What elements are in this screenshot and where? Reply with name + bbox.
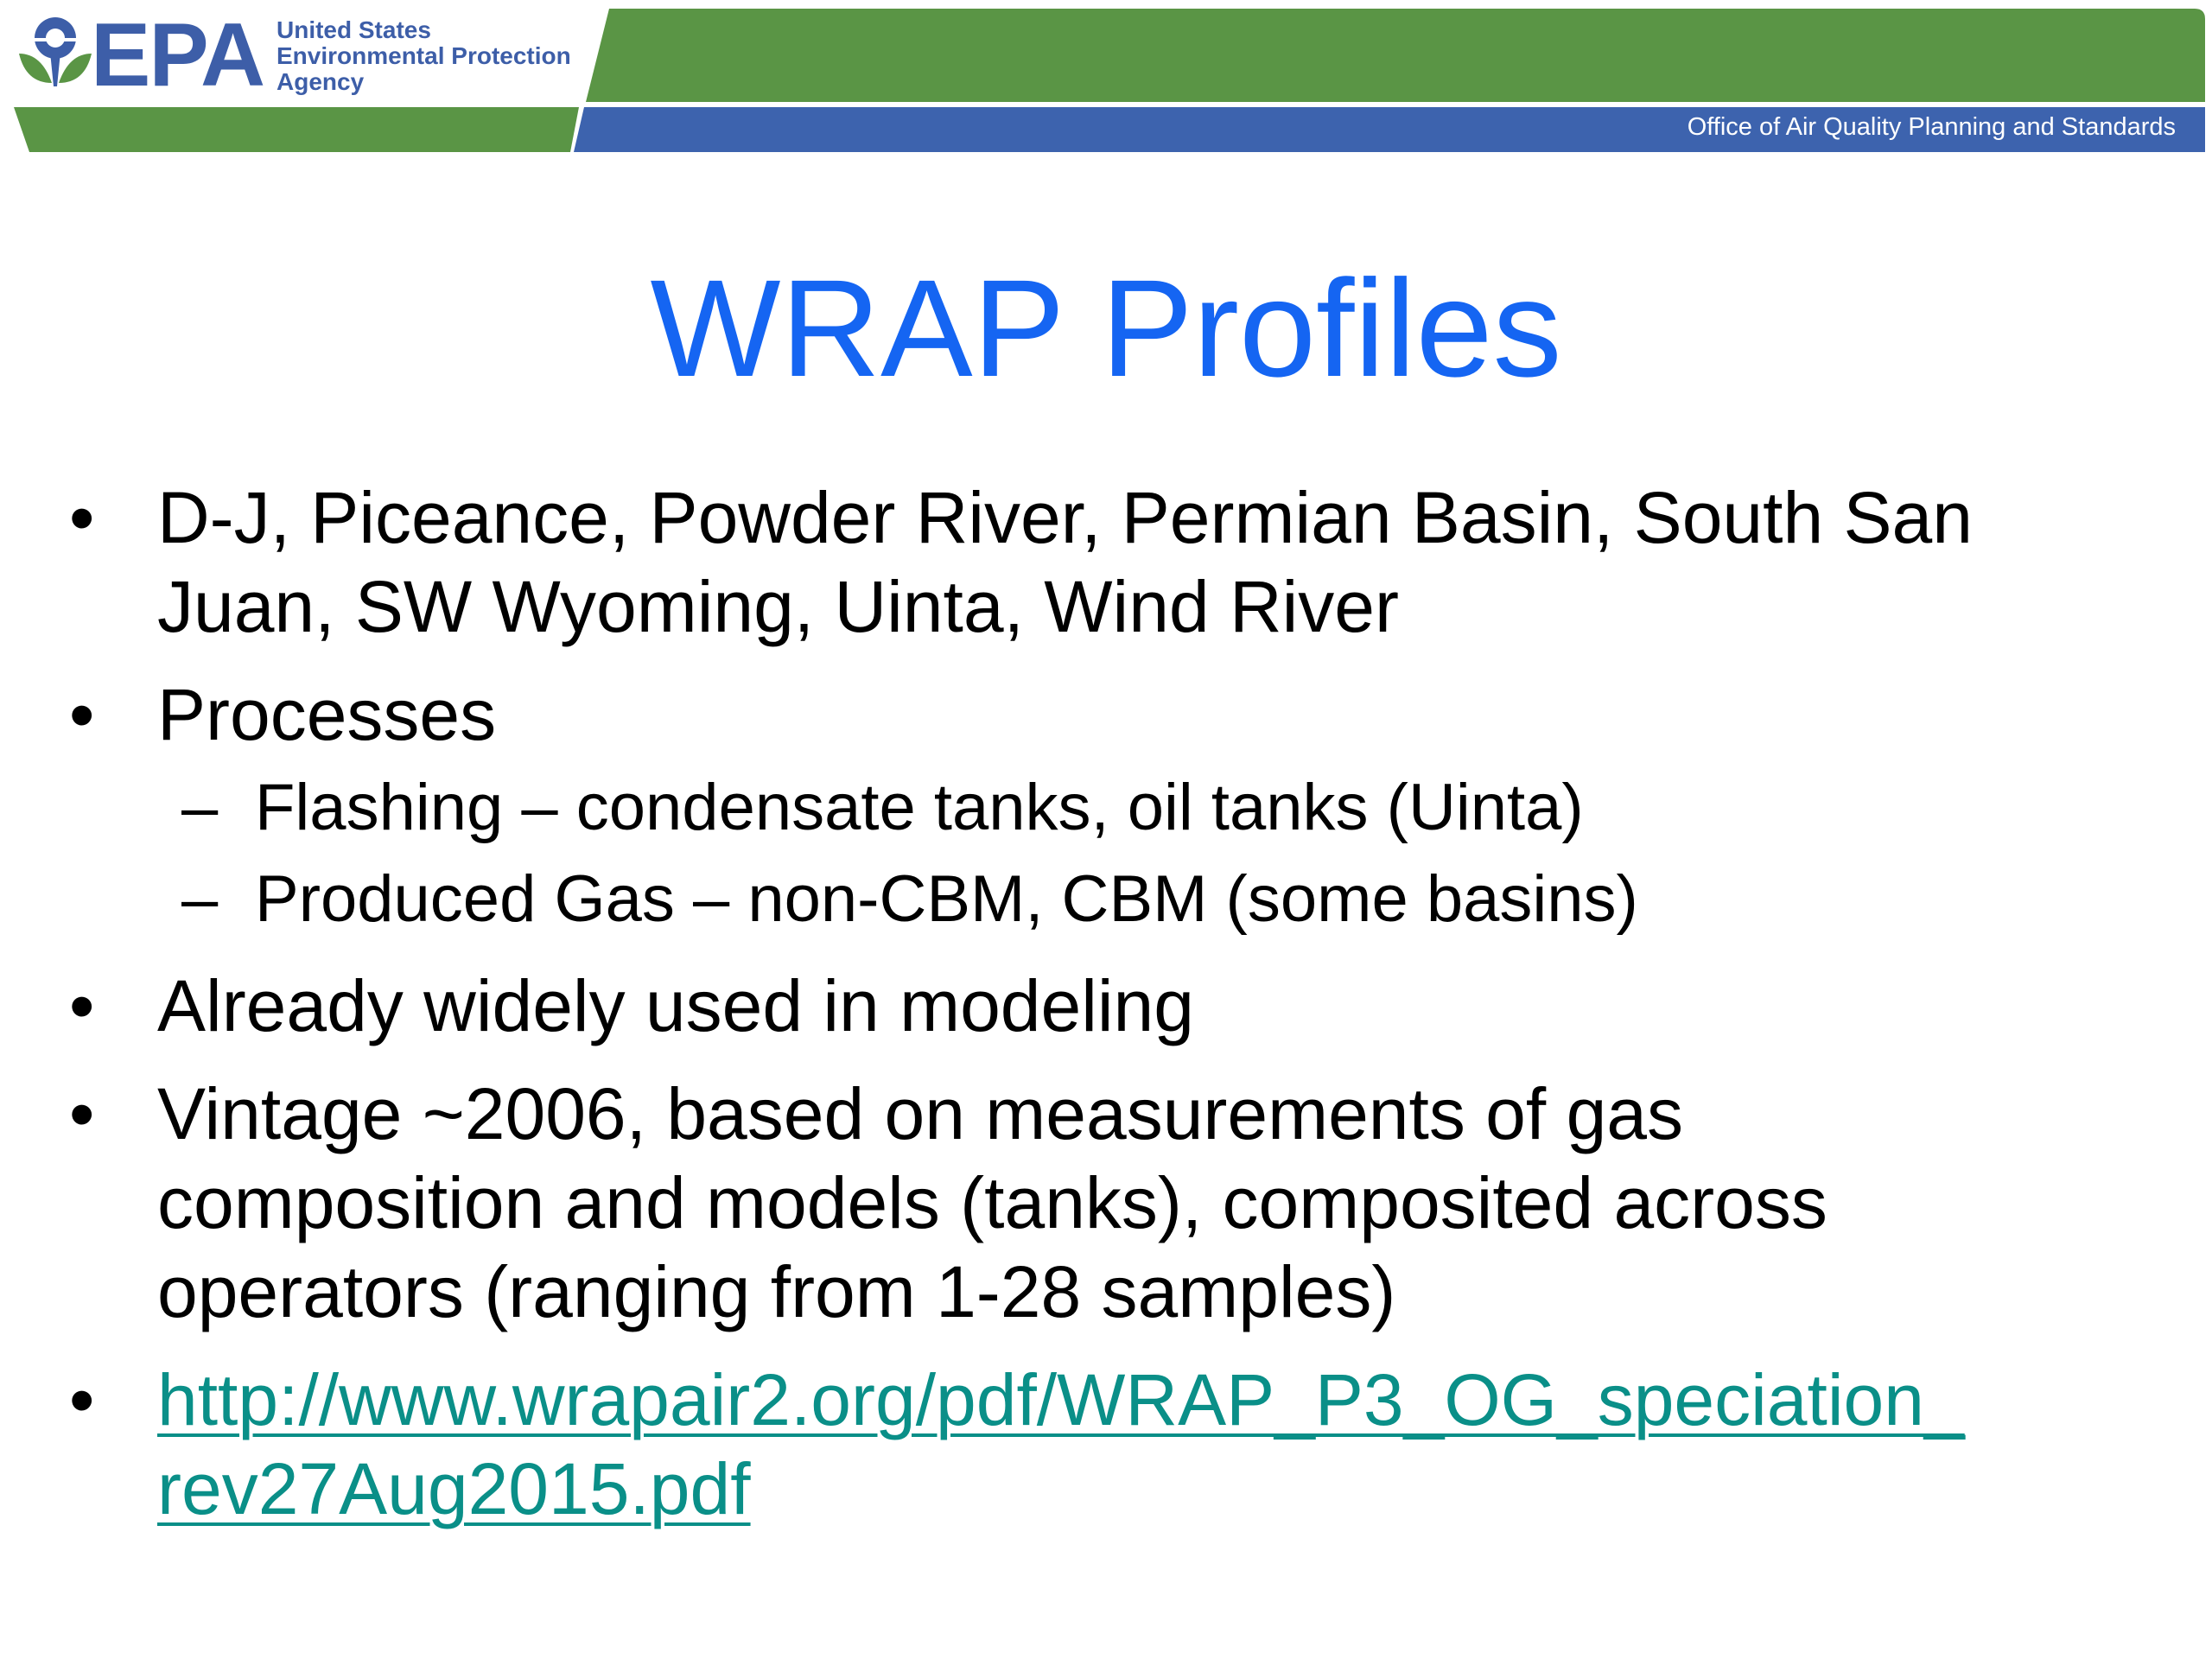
wrap-speciation-link-line-2[interactable]: rev27Aug2015.pdf (157, 1448, 751, 1529)
bullet-text (157, 474, 2093, 652)
sub-bullet-produced-gas (0, 856, 2212, 943)
bullet-list (0, 474, 2212, 1534)
bullet-link (0, 1356, 2212, 1534)
sub-bullet-text: Produced Gas – non-CBM, CBM (some basins) (255, 862, 1638, 936)
sub-bullet-flashing (0, 765, 2212, 851)
sub-bullet-text: Flashing – condensate tanks, oil tanks (Uinta) (255, 771, 1584, 844)
bullet-already-used (0, 962, 2212, 1051)
bullet-text: Already widely used in modeling (157, 965, 1194, 1046)
bullet-processes (0, 671, 2212, 760)
green-top-bar (586, 9, 2205, 102)
agency-line-1: United States (276, 16, 431, 43)
epa-flower-icon (19, 17, 92, 86)
agency-line-3: Agency (276, 68, 365, 95)
wrap-speciation-link-line-1[interactable]: http://www.wrapair2.org/pdf/WRAP_P3_OG_speciation_ (157, 1359, 1965, 1440)
bullet-marker: • (69, 965, 95, 1046)
bullet-marker: • (69, 1073, 95, 1154)
bullet-vintage (0, 1070, 2212, 1337)
bullet-text-line-1: D-J, Piceance, Powder River, Permian Basin, South San (157, 477, 1973, 558)
sub-bullet-marker: – (181, 862, 219, 936)
agency-name (276, 17, 571, 95)
epa-logo-wordmark: EPA (91, 5, 264, 105)
bullet-basins (0, 474, 2212, 652)
bullet-text-line-2: composition and models (tanks), composited across (157, 1162, 1827, 1243)
sub-bullet-marker: – (181, 771, 219, 844)
office-name: Office of Air Quality Planning and Standards (1687, 113, 2176, 141)
bullet-marker: • (69, 674, 95, 755)
green-bottom-bar (14, 107, 579, 152)
bullet-text-line-1: Vintage ~2006, based on measurements of gas (157, 1073, 1684, 1154)
bullet-marker: • (69, 1359, 95, 1440)
bullet-text: Processes (157, 674, 497, 755)
bullet-marker: • (69, 477, 95, 558)
bullet-text (157, 1070, 2093, 1337)
bullet-text-line-2: Juan, SW Wyoming, Uinta, Wind River (157, 566, 1399, 647)
bullet-text-line-3: operators (ranging from 1-28 samples) (157, 1251, 1396, 1332)
slide-title: WRAP Profiles (650, 251, 1562, 405)
bullet-text (157, 1356, 2093, 1534)
agency-line-2: Environmental Protection (276, 42, 571, 69)
